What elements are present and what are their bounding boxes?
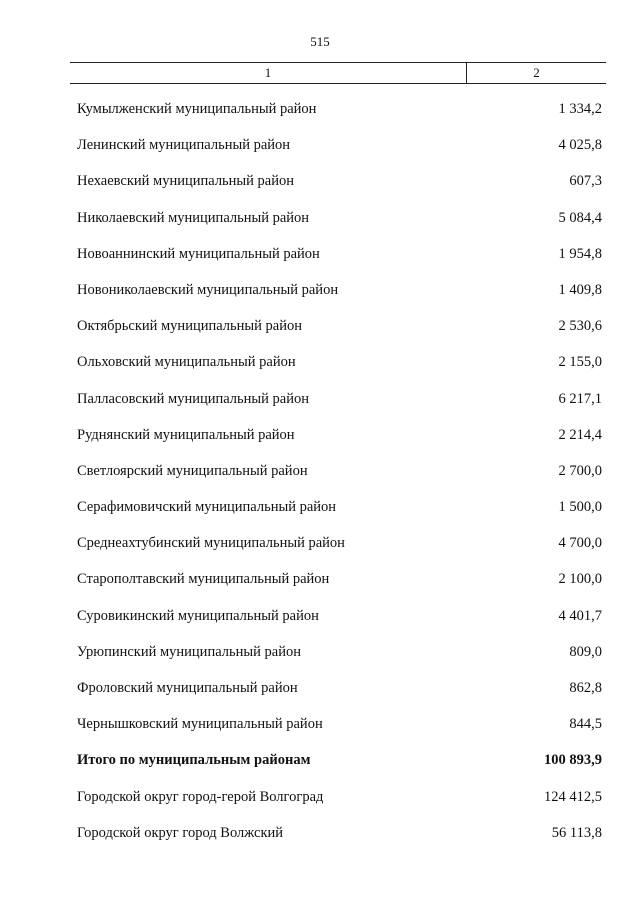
row-value: 1 954,8 xyxy=(558,245,602,262)
table-row xyxy=(0,382,640,418)
row-value: 2 155,0 xyxy=(558,354,602,371)
row-name: Урюпинский муниципальный район xyxy=(77,643,301,660)
row-name: Руднянский муниципальный район xyxy=(77,426,295,443)
row-name: Серафимовичский муниципальный район xyxy=(77,499,337,516)
row-value: 2 530,6 xyxy=(558,318,602,335)
row-value: 844,5 xyxy=(569,716,602,733)
table-row xyxy=(0,599,640,635)
row-name: Палласовский муниципальный район xyxy=(77,390,309,407)
row-value: 5 084,4 xyxy=(558,209,602,226)
row-value: 2 100,0 xyxy=(558,571,602,588)
table-row xyxy=(0,671,640,707)
column-header-2: 2 xyxy=(533,65,540,80)
table-row xyxy=(0,526,640,562)
table-body xyxy=(0,92,640,852)
row-name: Среднеахтубинский муниципальный район xyxy=(77,535,345,552)
row-name: Нехаевский муниципальный район xyxy=(77,173,295,190)
table-row xyxy=(0,418,640,454)
table-row xyxy=(0,635,640,671)
row-value: 1 409,8 xyxy=(558,281,602,298)
row-name: Николаевский муниципальный район xyxy=(77,209,310,226)
table-row xyxy=(0,454,640,490)
table-row xyxy=(0,345,640,381)
row-value: 4 700,0 xyxy=(558,535,602,552)
row-name: Ленинский муниципальный район xyxy=(77,137,291,154)
page-number: 515 xyxy=(310,34,330,49)
row-name: Кумылженский муниципальный район xyxy=(77,101,317,117)
table-row xyxy=(0,707,640,743)
row-name: Итого по муниципальным районам xyxy=(77,752,311,769)
row-value: 4 025,8 xyxy=(558,137,602,154)
row-name: Светлоярский муниципальный район xyxy=(77,462,308,479)
row-name: Октябрьский муниципальный район xyxy=(77,318,302,335)
row-value: 6 217,1 xyxy=(558,390,602,407)
row-name: Новониколаевский муниципальный район xyxy=(77,281,339,298)
row-value: 862,8 xyxy=(569,680,602,696)
table-row xyxy=(0,273,640,309)
row-name: Городской округ город-герой Волгоград xyxy=(77,788,324,805)
table-row xyxy=(0,780,640,816)
row-name: Старополтавский муниципальный район xyxy=(77,571,330,588)
row-value: 809,0 xyxy=(569,643,602,660)
table-row xyxy=(0,201,640,237)
table-row xyxy=(0,309,640,345)
column-header-1: 1 xyxy=(70,63,467,83)
row-value: 607,3 xyxy=(569,173,602,190)
row-value: 1 500,0 xyxy=(558,499,602,516)
table-row xyxy=(0,164,640,200)
table-row xyxy=(0,816,640,852)
row-name: Ольховский муниципальный район xyxy=(77,354,296,371)
row-name: Новоаннинский муниципальный район xyxy=(77,245,320,262)
row-name: Городской округ город Волжский xyxy=(77,824,284,841)
row-value: 2 700,0 xyxy=(558,462,602,479)
row-name: Чернышковский муниципальный район xyxy=(77,716,323,733)
row-name: Суровикинский муниципальный район xyxy=(77,607,319,624)
row-value: 56 113,8 xyxy=(551,824,602,841)
table-row xyxy=(0,562,640,598)
table-header xyxy=(70,62,606,84)
row-value: 2 214,4 xyxy=(558,426,602,443)
table-row xyxy=(0,128,640,164)
row-name: Фроловский муниципальный район xyxy=(77,680,298,696)
table-row xyxy=(0,92,640,128)
row-value: 4 401,7 xyxy=(558,607,602,624)
table-row xyxy=(0,490,640,526)
row-value: 100 893,9 xyxy=(544,752,602,769)
row-value: 124 412,5 xyxy=(544,788,602,805)
table-row-total xyxy=(0,743,640,779)
row-value: 1 334,2 xyxy=(558,101,602,117)
table-row xyxy=(0,237,640,273)
